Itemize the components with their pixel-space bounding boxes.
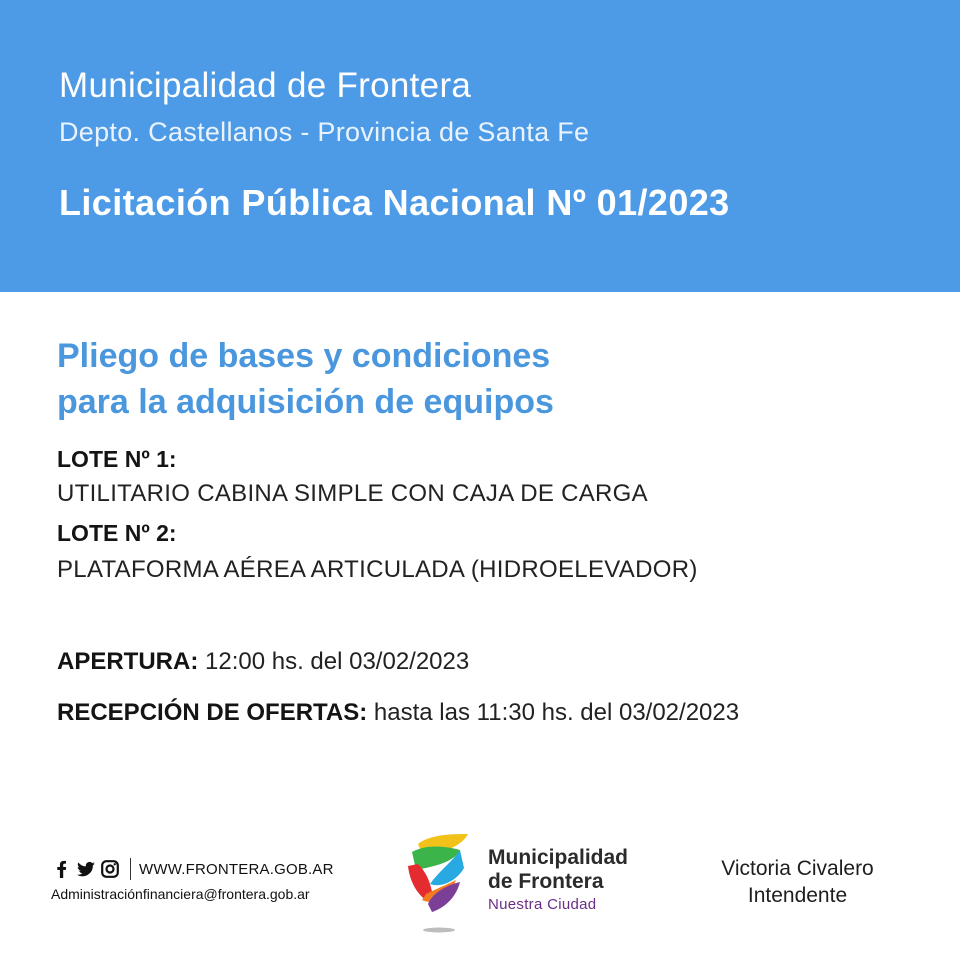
department-subtitle: Depto. Castellanos - Provincia de Santa Fe: [59, 117, 590, 147]
social-links: [52, 858, 334, 880]
document-heading-line2: para la adquisición de equipos: [57, 383, 554, 421]
instagram-icon[interactable]: [100, 859, 120, 879]
recepcion-label: RECEPCIÓN DE OFERTAS:: [57, 699, 368, 726]
lote-1-label: LOTE Nº 1:: [57, 446, 177, 472]
bid-title: Licitación Pública Nacional Nº 01/2023: [59, 182, 730, 223]
website-link[interactable]: WWW.FRONTERA.GOB.AR: [139, 860, 334, 878]
header-banner: [0, 0, 960, 292]
signature-role: Intendente: [747, 884, 848, 907]
apertura-label: APERTURA:: [57, 648, 199, 675]
signature-name: Victoria Civalero: [721, 857, 874, 880]
divider: [130, 858, 131, 880]
logo-line2: de Frontera: [488, 870, 604, 893]
signature-block: [700, 855, 895, 909]
twitter-icon[interactable]: [76, 859, 96, 879]
logo-wordmark: [488, 846, 628, 894]
logo-tagline: Nuestra Ciudad: [488, 896, 597, 913]
logo-line1: Municipalidad: [488, 846, 629, 869]
recepcion-line: [57, 699, 739, 727]
lote-2-label: LOTE Nº 2:: [57, 520, 177, 546]
facebook-icon[interactable]: [52, 859, 72, 879]
municipality-logo-icon: [404, 828, 474, 938]
lote-1-description: UTILITARIO CABINA SIMPLE CON CAJA DE CARGA: [57, 480, 648, 507]
municipality-title: Municipalidad de Frontera: [59, 66, 472, 105]
apertura-line: [57, 648, 469, 676]
email-link[interactable]: Administraciónfinanciera@frontera.gob.ar: [51, 886, 310, 902]
apertura-value: 12:00 hs. del 03/02/2023: [205, 648, 470, 675]
document-heading: [57, 333, 554, 425]
lote-2-description: PLATAFORMA AÉREA ARTICULADA (HIDROELEVADOR): [57, 556, 698, 583]
document-heading-line1: Pliego de bases y condiciones: [57, 337, 551, 375]
recepcion-value: hasta las 11:30 hs. del 03/02/2023: [373, 699, 740, 726]
